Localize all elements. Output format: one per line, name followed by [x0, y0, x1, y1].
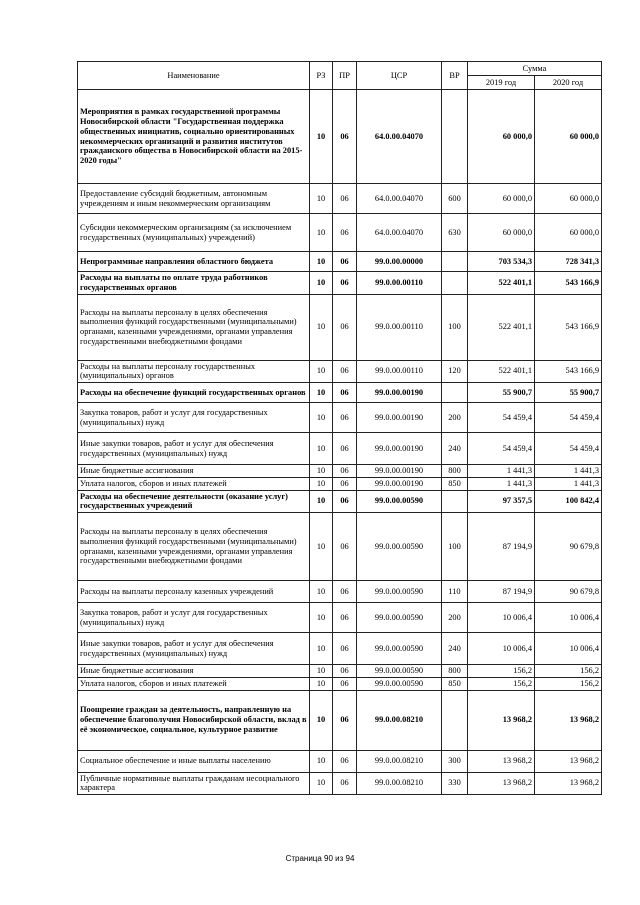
cell-rz: 10 [310, 581, 333, 603]
cell-sum-2019: 87 194,9 [468, 581, 535, 603]
cell-vr [442, 383, 468, 403]
cell-rz: 10 [310, 513, 333, 581]
cell-name: Расходы на выплаты персоналу в целях обеспечения выполнения функций государственными (муниципальными) органами, казенными учреждениями, органами управления государственными внебюджетными фондами [78, 294, 310, 360]
cell-name: Иные закупки товаров, работ и услуг для обеспечения государственных (муниципальных) нужд [78, 633, 310, 665]
cell-sum-2019: 522 401,1 [468, 294, 535, 360]
cell-vr: 850 [442, 677, 468, 690]
cell-sum-2020: 54 459,4 [535, 403, 602, 433]
cell-pr: 06 [333, 403, 357, 433]
header-pr: ПР [333, 62, 357, 90]
cell-sum-2020: 543 166,9 [535, 360, 602, 383]
table-row [78, 465, 602, 478]
cell-vr: 800 [442, 465, 468, 478]
cell-csr: 64.0.00.04070 [357, 184, 442, 214]
table-row [78, 214, 602, 252]
cell-rz: 10 [310, 490, 333, 513]
cell-sum-2019: 1 441,3 [468, 477, 535, 490]
cell-sum-2019: 13 968,2 [468, 690, 535, 750]
cell-rz: 10 [310, 433, 333, 465]
cell-csr: 99.0.00.00110 [357, 272, 442, 295]
cell-vr [442, 690, 468, 750]
table-row [78, 252, 602, 272]
cell-rz: 10 [310, 214, 333, 252]
cell-csr: 99.0.00.00590 [357, 677, 442, 690]
cell-rz: 10 [310, 477, 333, 490]
cell-vr: 600 [442, 184, 468, 214]
cell-sum-2020: 728 341,3 [535, 252, 602, 272]
cell-sum-2020: 90 679,8 [535, 581, 602, 603]
cell-pr: 06 [333, 294, 357, 360]
cell-csr: 99.0.00.00190 [357, 465, 442, 478]
cell-pr: 06 [333, 633, 357, 665]
cell-pr: 06 [333, 477, 357, 490]
cell-csr: 99.0.00.00190 [357, 477, 442, 490]
cell-vr: 200 [442, 403, 468, 433]
cell-pr: 06 [333, 252, 357, 272]
cell-sum-2020: 60 000,0 [535, 214, 602, 252]
cell-sum-2019: 60 000,0 [468, 184, 535, 214]
cell-vr: 630 [442, 214, 468, 252]
cell-sum-2020: 90 679,8 [535, 513, 602, 581]
table-row [78, 272, 602, 295]
cell-vr: 100 [442, 294, 468, 360]
cell-sum-2019: 522 401,1 [468, 360, 535, 383]
cell-vr: 120 [442, 360, 468, 383]
cell-sum-2020: 543 166,9 [535, 272, 602, 295]
cell-pr: 06 [333, 383, 357, 403]
cell-rz: 10 [310, 403, 333, 433]
cell-name: Публичные нормативные выплаты гражданам несоциального характера [78, 772, 310, 795]
cell-pr: 06 [333, 184, 357, 214]
cell-pr: 06 [333, 690, 357, 750]
cell-sum-2019: 87 194,9 [468, 513, 535, 581]
cell-name: Расходы на выплаты персоналу в целях обеспечения выполнения функций государственными (муниципальными) органами, казенными учреждениями, органами управления государственными внебюджетными фондами [78, 513, 310, 581]
cell-name: Иные бюджетные ассигнования [78, 465, 310, 478]
cell-pr: 06 [333, 90, 357, 184]
cell-vr: 240 [442, 433, 468, 465]
cell-vr: 800 [442, 665, 468, 678]
cell-csr: 99.0.00.00190 [357, 403, 442, 433]
cell-sum-2020: 156,2 [535, 677, 602, 690]
cell-rz: 10 [310, 690, 333, 750]
cell-sum-2020: 13 968,2 [535, 772, 602, 795]
cell-name: Иные закупки товаров, работ и услуг для обеспечения государственных (муниципальных) нужд [78, 433, 310, 465]
table-row [78, 690, 602, 750]
header-csr: ЦСР [357, 62, 442, 90]
cell-rz: 10 [310, 90, 333, 184]
page-number: Страница 90 из 94 [285, 854, 355, 863]
cell-sum-2020: 156,2 [535, 665, 602, 678]
cell-csr: 99.0.00.00590 [357, 581, 442, 603]
cell-rz: 10 [310, 272, 333, 295]
cell-sum-2020: 543 166,9 [535, 294, 602, 360]
cell-sum-2019: 156,2 [468, 665, 535, 678]
cell-vr [442, 252, 468, 272]
table-row [78, 490, 602, 513]
cell-csr: 99.0.00.00590 [357, 665, 442, 678]
cell-name: Предоставление субсидий бюджетным, автономным учреждениям и иным некоммерческим организациям [78, 184, 310, 214]
cell-sum-2020: 1 441,3 [535, 477, 602, 490]
cell-sum-2019: 10 006,4 [468, 603, 535, 633]
table-row [78, 184, 602, 214]
cell-rz: 10 [310, 677, 333, 690]
cell-vr [442, 272, 468, 295]
cell-csr: 99.0.00.00590 [357, 633, 442, 665]
cell-csr: 99.0.00.00110 [357, 360, 442, 383]
table-row [78, 433, 602, 465]
table-row [78, 603, 602, 633]
cell-name: Поощрение граждан за деятельность, направленную на обеспечение благополучия Новосибирской области, вклад в её экономическое, социальное, культурное развитие [78, 690, 310, 750]
cell-pr: 06 [333, 603, 357, 633]
cell-sum-2019: 156,2 [468, 677, 535, 690]
cell-csr: 99.0.00.08210 [357, 690, 442, 750]
cell-name: Непрограммные направления областного бюджета [78, 252, 310, 272]
header-year-2019: 2019 год [468, 76, 535, 90]
cell-name: Уплата налогов, сборов и иных платежей [78, 477, 310, 490]
header-rz: РЗ [310, 62, 333, 90]
table-row [78, 403, 602, 433]
cell-sum-2019: 13 968,2 [468, 750, 535, 772]
header-name: Наименование [78, 62, 310, 90]
cell-name: Закупка товаров, работ и услуг для государственных (муниципальных) нужд [78, 603, 310, 633]
cell-vr [442, 90, 468, 184]
cell-vr: 300 [442, 750, 468, 772]
cell-rz: 10 [310, 360, 333, 383]
cell-sum-2019: 1 441,3 [468, 465, 535, 478]
table-row [78, 677, 602, 690]
cell-sum-2020: 60 000,0 [535, 184, 602, 214]
cell-vr: 110 [442, 581, 468, 603]
cell-vr [442, 490, 468, 513]
table-row [78, 665, 602, 678]
header-vr: ВР [442, 62, 468, 90]
cell-rz: 10 [310, 252, 333, 272]
cell-name: Социальное обеспечение и иные выплаты населению [78, 750, 310, 772]
table-row [78, 90, 602, 184]
table-body [78, 90, 602, 795]
cell-csr: 99.0.00.08210 [357, 750, 442, 772]
cell-pr: 06 [333, 490, 357, 513]
cell-csr: 99.0.00.08210 [357, 772, 442, 795]
cell-vr: 850 [442, 477, 468, 490]
cell-name: Субсидии некоммерческим организациям (за исключением государственных (муниципальных) учреждений) [78, 214, 310, 252]
cell-csr: 99.0.00.00190 [357, 383, 442, 403]
cell-name: Уплата налогов, сборов и иных платежей [78, 677, 310, 690]
cell-rz: 10 [310, 383, 333, 403]
cell-sum-2019: 55 900,7 [468, 383, 535, 403]
cell-csr: 99.0.00.00190 [357, 433, 442, 465]
table-row [78, 581, 602, 603]
cell-rz: 10 [310, 633, 333, 665]
cell-csr: 64.0.00.04070 [357, 214, 442, 252]
cell-sum-2019: 54 459,4 [468, 403, 535, 433]
cell-sum-2019: 10 006,4 [468, 633, 535, 665]
cell-csr: 99.0.00.00110 [357, 294, 442, 360]
cell-rz: 10 [310, 465, 333, 478]
cell-csr: 99.0.00.00590 [357, 490, 442, 513]
cell-sum-2020: 10 006,4 [535, 633, 602, 665]
cell-sum-2020: 55 900,7 [535, 383, 602, 403]
cell-name: Иные бюджетные ассигнования [78, 665, 310, 678]
cell-sum-2019: 60 000,0 [468, 90, 535, 184]
cell-name: Расходы на выплаты по оплате труда работников государственных органов [78, 272, 310, 295]
cell-sum-2020: 100 842,4 [535, 490, 602, 513]
cell-sum-2020: 13 968,2 [535, 750, 602, 772]
cell-sum-2019: 703 534,3 [468, 252, 535, 272]
header-year-2020: 2020 год [535, 76, 602, 90]
cell-sum-2019: 60 000,0 [468, 214, 535, 252]
cell-csr: 64.0.00.04070 [357, 90, 442, 184]
cell-sum-2019: 97 357,5 [468, 490, 535, 513]
cell-name: Расходы на выплаты персоналу государственных (муниципальных) органов [78, 360, 310, 383]
cell-name: Расходы на обеспечение деятельности (оказание услуг) государственных учреждений [78, 490, 310, 513]
cell-pr: 06 [333, 677, 357, 690]
cell-rz: 10 [310, 665, 333, 678]
table-row [78, 294, 602, 360]
cell-pr: 06 [333, 360, 357, 383]
table-row [78, 633, 602, 665]
cell-vr: 100 [442, 513, 468, 581]
cell-pr: 06 [333, 272, 357, 295]
budget-table [77, 61, 602, 795]
cell-vr: 240 [442, 633, 468, 665]
cell-csr: 99.0.00.00590 [357, 513, 442, 581]
table-row [78, 772, 602, 795]
cell-name: Мероприятия в рамках государственной программы Новосибирской области "Государственная поддержка общественных инициатив, социально ориентированных некоммерческих организаций и развития институтов гражданского общества в Новосибирской области на 2015-2020 годы" [78, 90, 310, 184]
cell-sum-2020: 13 968,2 [535, 690, 602, 750]
cell-pr: 06 [333, 433, 357, 465]
cell-sum-2020: 1 441,3 [535, 465, 602, 478]
table-row [78, 750, 602, 772]
cell-pr: 06 [333, 513, 357, 581]
cell-sum-2020: 54 459,4 [535, 433, 602, 465]
cell-rz: 10 [310, 750, 333, 772]
table-row [78, 360, 602, 383]
table-row [78, 477, 602, 490]
cell-rz: 10 [310, 603, 333, 633]
cell-csr: 99.0.00.00590 [357, 603, 442, 633]
cell-sum-2019: 54 459,4 [468, 433, 535, 465]
cell-name: Закупка товаров, работ и услуг для государственных (муниципальных) нужд [78, 403, 310, 433]
cell-sum-2019: 522 401,1 [468, 272, 535, 295]
cell-pr: 06 [333, 750, 357, 772]
cell-name: Расходы на обеспечение функций государственных органов [78, 383, 310, 403]
cell-pr: 06 [333, 772, 357, 795]
cell-rz: 10 [310, 184, 333, 214]
cell-pr: 06 [333, 465, 357, 478]
cell-rz: 10 [310, 294, 333, 360]
cell-rz: 10 [310, 772, 333, 795]
table-row [78, 513, 602, 581]
cell-sum-2020: 60 000,0 [535, 90, 602, 184]
cell-name: Расходы на выплаты персоналу казенных учреждений [78, 581, 310, 603]
cell-pr: 06 [333, 665, 357, 678]
header-sum: Сумма [468, 62, 602, 76]
cell-pr: 06 [333, 581, 357, 603]
cell-pr: 06 [333, 214, 357, 252]
header-row [78, 62, 602, 76]
cell-sum-2019: 13 968,2 [468, 772, 535, 795]
cell-vr: 330 [442, 772, 468, 795]
cell-csr: 99.0.00.00000 [357, 252, 442, 272]
cell-sum-2020: 10 006,4 [535, 603, 602, 633]
table-row [78, 383, 602, 403]
cell-vr: 200 [442, 603, 468, 633]
